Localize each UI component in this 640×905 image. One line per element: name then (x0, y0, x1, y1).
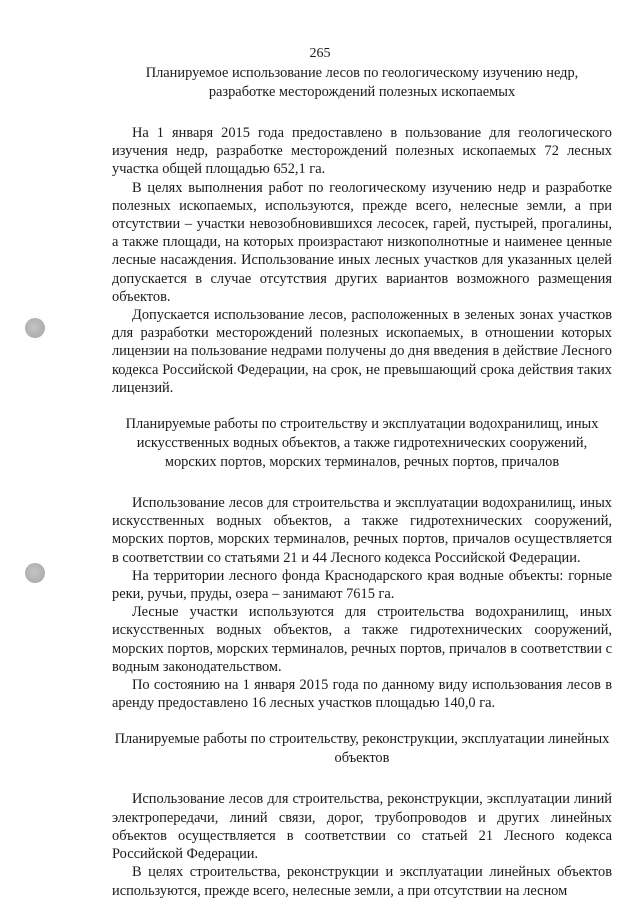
page-number: 265 (309, 46, 331, 61)
paragraph: Использование лесов для строительства и эксплуатации водохранилищ, иных искусственных водных объектов, а также гидротехнических сооружений, морских портов, морских терминалов, речных портов, причалов осуществляется в соответствии со статьями 21 и 44 Лесного кодекса Российской Федерации. (112, 495, 612, 566)
punch-hole (25, 318, 45, 338)
punch-hole (25, 563, 45, 583)
section-heading-geology: Планируемое использование лесов по геологическому изучению недр, разработке месторождений полезных ископаемых (145, 65, 579, 100)
paragraph: На 1 января 2015 года предоставлено в пользование для геологического изучения недр, разработке месторождений полезных ископаемых 72 лесных участка общей площадью 652,1 га. (112, 125, 612, 178)
document-body (112, 64, 612, 900)
paragraph: По состоянию на 1 января 2015 года по данному виду использования лесов в аренду предоставлено 16 лесных участков площадью 140,0 га. (112, 677, 612, 712)
paragraph: Использование лесов для строительства, реконструкции, эксплуатации линий электропередачи, линий связи, дорог, трубопроводов и других линейных объектов осуществляется в соответствии со статьей 21 Лесного кодекса Российской Федерации. (112, 791, 612, 863)
paragraph: Лесные участки используются для строительства водохранилищ, иных искусственных водных объектов, а также гидротехнических сооружений, морских портов, морских терминалов, речных портов, причалов в соответствии с водным законодательством. (112, 604, 612, 675)
paragraph: В целях выполнения работ по геологическому изучению недр и разработке полезных ископаемых, используются, прежде всего, нелесные земли, а при отсутствии – участки невозобновившихся лесосек, гарей, пустырей, прогалины, а также площади, на которых произрастают низкополнотные и наименее ценные лесные насаждения. Использование иных лесных участков для указанных целей допускается в случае отсутствия других вариантов возможного размещения объектов. (112, 179, 612, 305)
paragraph: На территории лесного фонда Краснодарского края водные объекты: горные реки, ручьи, пруды, озера – занимают 7615 га. (112, 567, 612, 603)
paragraph: Допускается использование лесов, расположенных в зеленых зонах участков для разработки месторождений полезных ископаемых, в отношении которых лицензии на пользование недрами получены до дня введения в действие Лесного кодекса Российской Федерации, на срок, не превышающий срока действия таких лицензий. (112, 307, 612, 396)
paragraph: В целях строительства, реконструкции и эксплуатации линейных объектов используются, прежде всего, нелесные земли, а при отсутствии на лесном (112, 864, 612, 899)
section-heading-linear-objects: Планируемые работы по строительству, реконструкции, эксплуатации линейных объектов (114, 731, 610, 767)
section-heading-water-objects: Планируемые работы по строительству и эксплуатации водохранилищ, иных искусственных водных объектов, а также гидротехнических сооружений, морских портов, морских терминалов, речных портов, причалов (125, 416, 599, 471)
